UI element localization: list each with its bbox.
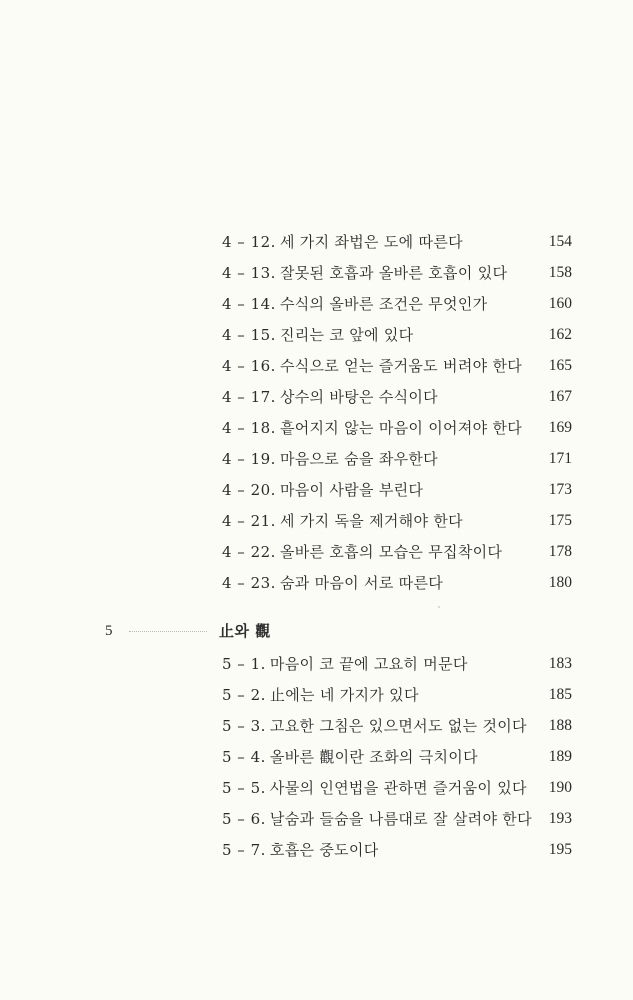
entry-title: 세 가지 좌법은 도에 따른다 xyxy=(279,233,463,251)
entry-page: 195 xyxy=(548,841,572,858)
toc-entry xyxy=(222,478,572,509)
entry-page: 175 xyxy=(548,512,572,529)
toc-entry xyxy=(222,745,572,776)
toc-section-5 xyxy=(222,652,572,869)
entry-title: 호흡은 중도이다 xyxy=(269,841,379,859)
entry-page: 189 xyxy=(548,748,572,765)
entry-title: 수식으로 얻는 즐거움도 버려야 한다 xyxy=(279,357,523,375)
toc-entry xyxy=(222,447,572,478)
entry-number: 4 – 23. xyxy=(222,574,276,592)
toc-entry xyxy=(222,416,572,447)
entry-title: 사물의 인연법을 관하면 즐거움이 있다 xyxy=(269,779,527,797)
toc-entry xyxy=(222,652,572,683)
entry-title: 수식의 올바른 조건은 무엇인가 xyxy=(279,295,488,313)
entry-title: 마음이 사람을 부린다 xyxy=(279,481,424,499)
toc-entry xyxy=(222,385,572,416)
entry-number: 4 – 13. xyxy=(222,264,276,282)
entry-number: 4 – 15. xyxy=(222,326,276,344)
toc-entry xyxy=(222,683,572,714)
entry-page: 154 xyxy=(548,233,572,250)
entry-title: 잘못된 호흡과 올바른 호흡이 있다 xyxy=(279,264,508,282)
toc-entry xyxy=(222,292,572,323)
entry-page: 171 xyxy=(548,450,572,467)
toc-entry xyxy=(222,714,572,745)
entry-number: 5 – 7. xyxy=(222,841,266,859)
entry-page: 190 xyxy=(548,779,572,796)
toc-entry xyxy=(222,540,572,571)
entry-number: 4 – 19. xyxy=(222,450,276,468)
chapter-number: 5 xyxy=(105,623,113,639)
entry-page: 165 xyxy=(548,357,572,374)
entry-number: 4 – 16. xyxy=(222,357,276,375)
toc-entry xyxy=(222,230,572,261)
paper-speck xyxy=(438,606,440,608)
entry-page: 178 xyxy=(548,543,572,560)
entry-number: 4 – 20. xyxy=(222,481,276,499)
entry-number: 4 – 12. xyxy=(222,233,276,251)
entry-number: 5 – 6. xyxy=(222,810,266,828)
chapter-dotted-rule xyxy=(129,631,207,632)
toc-entry xyxy=(222,323,572,354)
entry-page: 167 xyxy=(548,388,572,405)
toc-entry xyxy=(222,261,572,292)
entry-page: 193 xyxy=(548,810,572,827)
entry-page: 169 xyxy=(548,419,572,436)
toc-section-4 xyxy=(222,230,572,602)
entry-number: 5 – 4. xyxy=(222,748,266,766)
entry-title: 숨과 마음이 서로 따른다 xyxy=(279,574,444,592)
toc-entry xyxy=(222,354,572,385)
entry-title: 세 가지 독을 제거해야 한다 xyxy=(279,512,463,530)
entry-number: 5 – 1. xyxy=(222,655,266,673)
entry-title: 올바른 호흡의 모습은 무집착이다 xyxy=(279,543,503,561)
entry-page: 162 xyxy=(548,326,572,343)
toc-entry xyxy=(222,509,572,540)
chapter-heading xyxy=(105,618,575,644)
chapter-title: 止와 觀 xyxy=(219,622,271,640)
entry-page: 185 xyxy=(548,686,572,703)
entry-number: 4 – 21. xyxy=(222,512,276,530)
entry-number: 4 – 22. xyxy=(222,543,276,561)
entry-number: 4 – 14. xyxy=(222,295,276,313)
entry-number: 4 – 18. xyxy=(222,419,276,437)
entry-title: 마음으로 숨을 좌우한다 xyxy=(279,450,438,468)
entry-number: 5 – 2. xyxy=(222,686,266,704)
entry-number: 4 – 17. xyxy=(222,388,276,406)
entry-page: 183 xyxy=(548,655,572,672)
entry-title: 올바른 觀이란 조화의 극치이다 xyxy=(269,748,478,766)
entry-page: 158 xyxy=(548,264,572,281)
entry-title: 고요한 그침은 있으면서도 없는 것이다 xyxy=(269,717,527,735)
entry-title: 상수의 바탕은 수식이다 xyxy=(279,388,438,406)
entry-page: 160 xyxy=(548,295,572,312)
entry-title: 날숨과 들숨을 나름대로 잘 살려야 한다 xyxy=(269,810,532,828)
entry-page: 188 xyxy=(548,717,572,734)
entry-title: 흩어지지 않는 마음이 이어져야 한다 xyxy=(279,419,523,437)
entry-page: 173 xyxy=(548,481,572,498)
entry-title: 마음이 코 끝에 고요히 머문다 xyxy=(269,655,468,673)
toc-entry xyxy=(222,838,572,869)
toc-entry xyxy=(222,807,572,838)
entry-number: 5 – 3. xyxy=(222,717,266,735)
toc-entry xyxy=(222,776,572,807)
entry-title: 진리는 코 앞에 있다 xyxy=(279,326,414,344)
entry-number: 5 – 5. xyxy=(222,779,266,797)
entry-title: 止에는 네 가지가 있다 xyxy=(269,686,419,704)
entry-page: 180 xyxy=(548,574,572,591)
toc-entry xyxy=(222,571,572,602)
